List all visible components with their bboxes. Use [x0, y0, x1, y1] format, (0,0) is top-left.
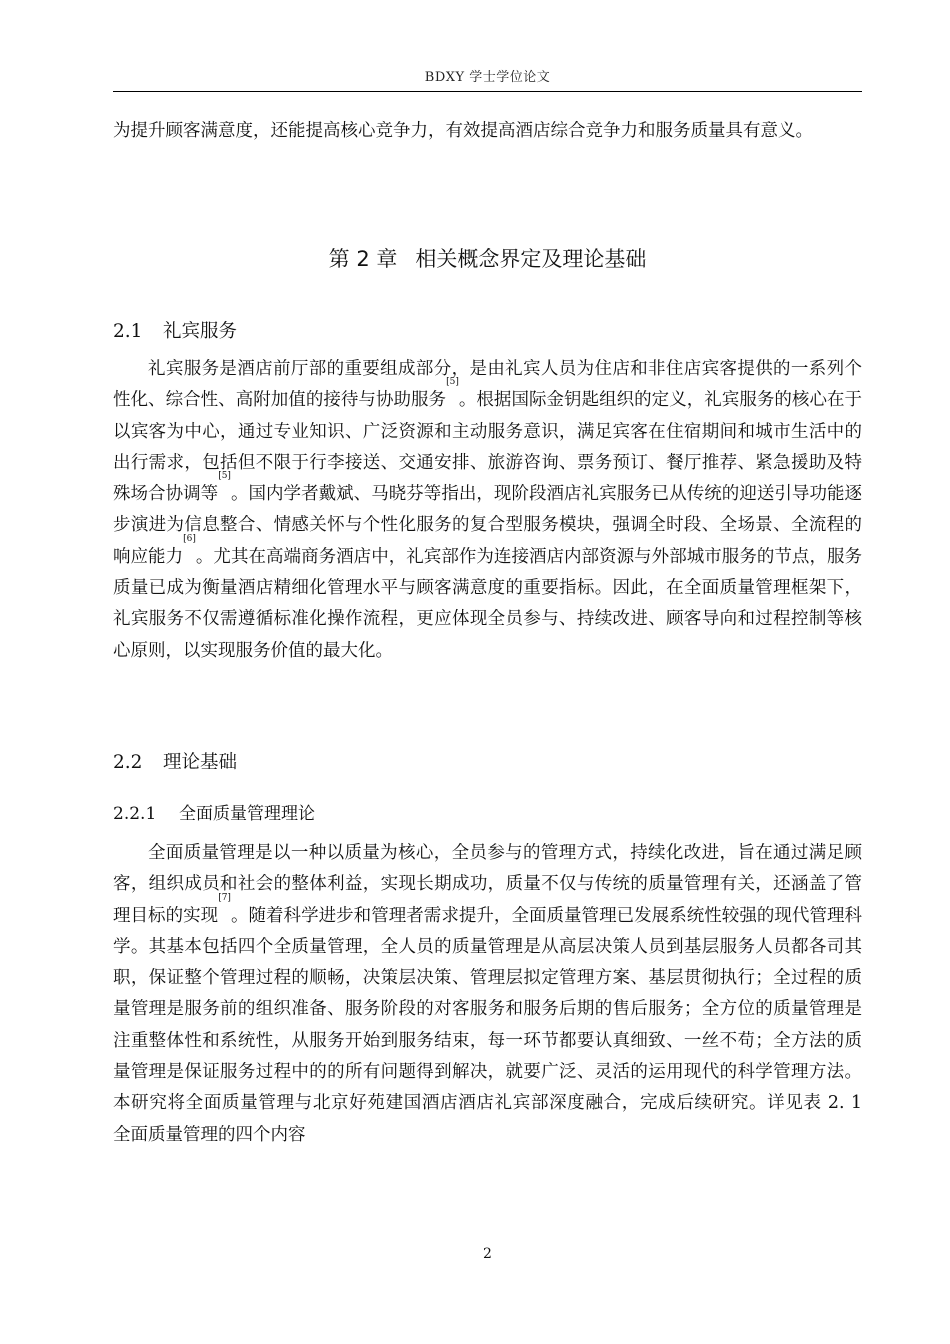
running-header: BDXY 学士学位论文 [424, 70, 551, 85]
paragraph-text: 。根据国际金钥匙组织的定义，礼宾服务的核心在于以宾客为中心，通过专业知识、广泛资源和主动服务意识，满足宾客在住宿期间和城市生活中的出行需求，包括但不限于行李接送、交通安排、旅游咨询、票务预订、餐厅推荐、紧急援助及特殊场合协调等 [113, 390, 863, 505]
chapter-number: 第 2 章 [328, 247, 398, 271]
section-number: 2.1 [113, 321, 143, 342]
paragraph-text: 礼宾服务是酒店前厅部的重要组成部分，是由礼宾人员为住店和非住店宾客提供的一系列个性化、综合性、高附加值的接待与协助服务 [113, 359, 862, 411]
paragraph-concierge-service [113, 354, 862, 667]
citation: [6] [183, 533, 196, 544]
chapter-title [113, 243, 862, 273]
section-heading-2-2 [113, 748, 237, 774]
section-title: 礼宾服务 [163, 321, 238, 342]
citation: [5] [218, 471, 231, 482]
section-heading-2-1 [113, 317, 237, 343]
intro-paragraph: 为提升顾客满意度，还能提高核心竞争力，有效提高酒店综合竞争力和服务质量具有意义。 [113, 121, 813, 141]
section-number: 2.2 [113, 752, 143, 773]
header-rule [113, 91, 862, 92]
citation: [5] [446, 377, 459, 388]
paragraph-tqm-theory [113, 838, 880, 1151]
subsection-heading-2-2-1 [113, 799, 315, 824]
subsection-number: 2.2.1 [113, 804, 157, 824]
paragraph-text: 。随着科学进步和管理者需求提升，全面质量管理已发展系统性较强的现代管理科学。其基本包括四个全质量管理，全人员的质量管理是从高层决策人员到基层服务人员都各司其职，保证整个管理过程的顺畅，决策层决策、管理层拟定管理方案、基层贯彻执行；全过程的质量管理是服务前的组织准备、服务阶段的对客服务和服务后期的售后服务；全方位的质量管理是注重整体性和系统性，从服务开始到服务结束，每一环节都要认真细致、一丝不苟；全方法的质量管理是保证服务过程中的的所有问题得到解决，就要广泛、灵活的运用现代的科学管理方法。本研究将全面质量管理与北京好苑建国酒店酒店礼宾部深度融合，完成后续研究。详见表 2. 1 全面质量管理的四个内容 [113, 905, 880, 1145]
chapter-title-text: 相关概念界定及理论基础 [415, 247, 647, 271]
paragraph-text: 。国内学者戴斌、马晓芬等指出，现阶段酒店礼宾服务已从传统的迎送引导功能逐步演进为信息整合、情感关怀与个性化服务的复合型服务模块，强调全时段、全场景、全流程的响应能力 [113, 484, 863, 567]
section-title: 理论基础 [163, 752, 238, 773]
paragraph-text: 。尤其在高端商务酒店中，礼宾部作为连接酒店内部资源与外部城市服务的节点，服务质量已成为衡量酒店精细化管理水平与顾客满意度的重要指标。因此，在全面质量管理框架下，礼宾服务不仅需遵循标准化操作流程，更应体现全员参与、持续改进、顾客导向和过程控制等核心原则，以实现服务价值的最大化。 [113, 546, 863, 661]
subsection-title: 全面质量管理理论 [179, 804, 315, 824]
paragraph-text: 全面质量管理是以一种以质量为核心，全员参与的管理方式，持续化改进，旨在通过满足顾客，组织成员和社会的整体利益，实现长期成功，质量不仅与传统的质量管理有关，还涵盖了管理目标的实现 [113, 843, 862, 926]
citation: [7] [218, 892, 231, 903]
page-number: 2 [483, 1246, 492, 1262]
